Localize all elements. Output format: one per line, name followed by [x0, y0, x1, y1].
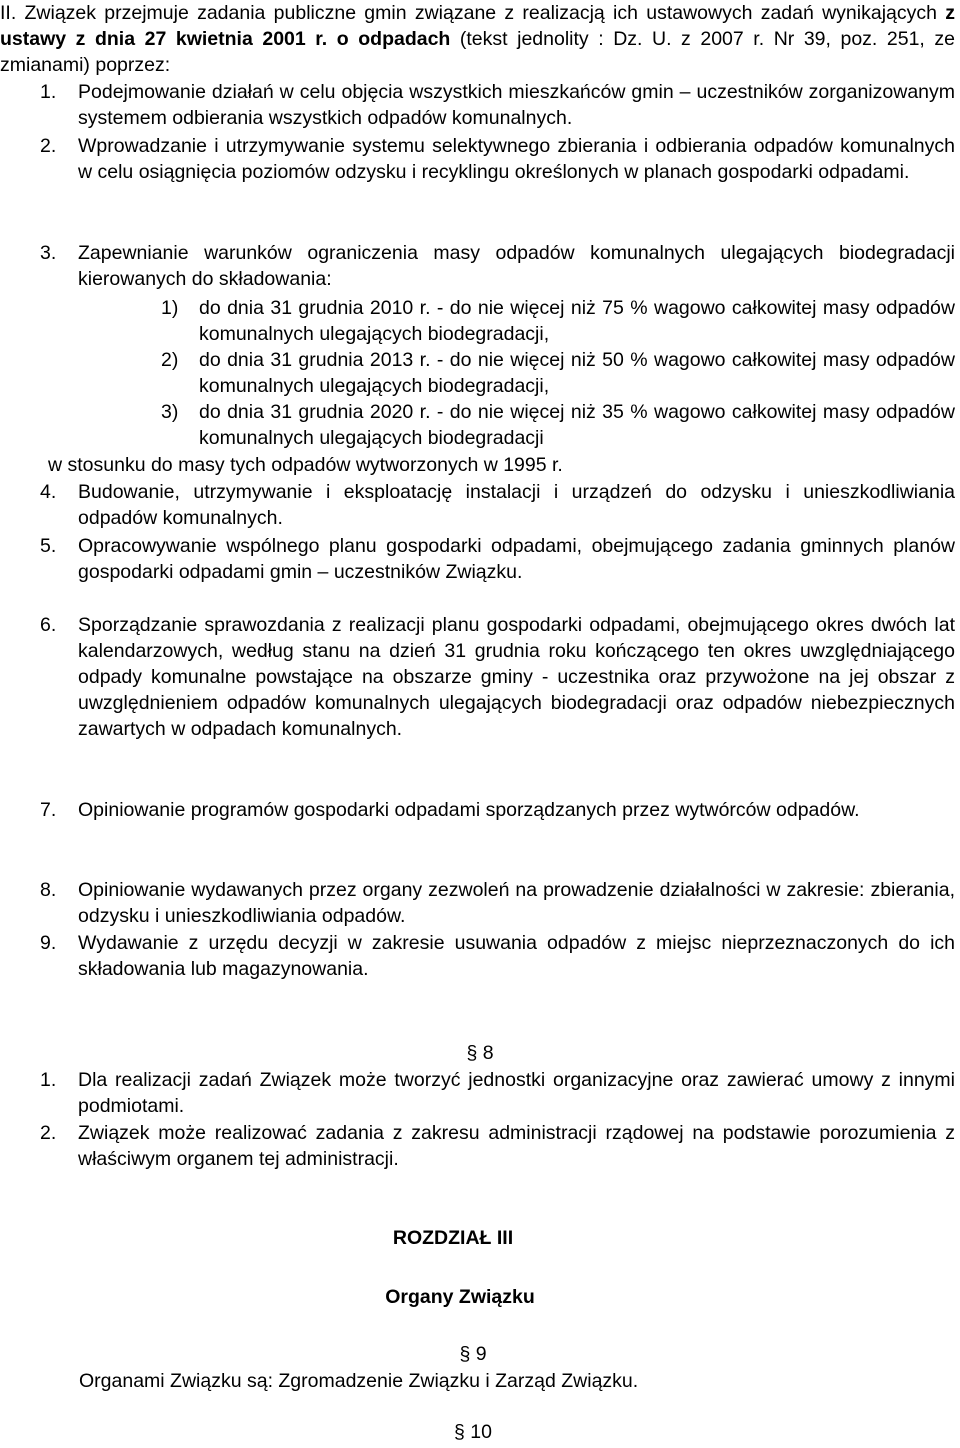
- list-item-text: Opiniowanie wydawanych przez organy zezwoleń na prowadzenie działalności w zakresie: zbierania, odzysku i unieszkodliwiania odpadów.: [78, 879, 955, 927]
- list-item: [40, 612, 955, 742]
- list-item-text: Opiniowanie programów gospodarki odpadami sporządzanych przez wytwórców odpadów.: [78, 799, 860, 821]
- intro-text-3: (tekst jednolity : Dz. U. z 2007 r. Nr 39, poz. 251, ze zmianami) poprzez:: [0, 28, 956, 76]
- list-item: [40, 240, 955, 292]
- section-heading-9: § 9: [459, 1343, 487, 1365]
- sub-list-item-number: 2): [161, 349, 179, 371]
- list-item-number: 2.: [40, 1122, 57, 1144]
- list-item: [40, 79, 955, 131]
- list-item: [40, 479, 955, 531]
- sub-list-item: [161, 347, 955, 399]
- sub-list-item-text: do dnia 31 grudnia 2013 r. - do nie więcej niż 50 % wagowo całkowitej masy odpadów komunalnych ulegających biodegradacji,: [199, 349, 955, 397]
- chapter-subtitle: Organy Związku: [385, 1286, 535, 1308]
- sub-list-item-text: do dnia 31 grudnia 2020 r. - do nie więcej niż 35 % wagowo całkowitej masy odpadów komunalnych ulegających biodegradacji: [199, 401, 955, 449]
- list-item: [40, 1067, 955, 1119]
- list-item-number: 7.: [40, 799, 57, 821]
- list-item-number: 5.: [40, 535, 57, 557]
- sub-list-item-number: 3): [161, 401, 179, 423]
- list-item-number: 3.: [40, 242, 57, 264]
- list-item: [40, 877, 955, 929]
- list-item-number: 4.: [40, 481, 57, 503]
- list-item-number: 6.: [40, 614, 57, 636]
- intro-paragraph: [0, 0, 955, 78]
- list-item: [40, 133, 955, 185]
- sub-list-item: [161, 295, 955, 347]
- list-item-text: Zapewnianie warunków ograniczenia masy odpadów komunalnych ulegających biodegradacji kierowanych do składowania:: [78, 242, 955, 290]
- list-item: [40, 533, 955, 585]
- chapter-title: ROZDZIAŁ III: [392, 1227, 514, 1249]
- list-item-number: 2.: [40, 135, 57, 157]
- sub-list-tail: w stosunku do masy tych odpadów wytworzonych w 1995 r.: [48, 454, 563, 476]
- list-item-text: Wprowadzanie i utrzymywanie systemu selektywnego zbierania i odbierania odpadów komunalnych w celu osiągnięcia poziomów odzysku i recyklingu określonych w planach gospodarki odpadami.: [78, 135, 955, 183]
- section-heading-10: § 10: [454, 1421, 492, 1443]
- sub-list-item: [161, 399, 955, 451]
- list-item-text: Podejmowanie działań w celu objęcia wszystkich mieszkańców gmin – uczestników zorganizowanym systemem odbierania wszystkich odpadów komunalnych.: [78, 81, 955, 129]
- list-item-text: Opracowywanie wspólnego planu gospodarki odpadami, obejmującego zadania gminnych planów gospodarki odpadami gmin – uczestników Związku.: [78, 535, 955, 583]
- section-9-text: Organami Związku są: Zgromadzenie Związku i Zarząd Związku.: [79, 1370, 639, 1392]
- list-item: [40, 930, 955, 982]
- list-item-text: Wydawanie z urzędu decyzji w zakresie usuwania odpadów z miejsc nieprzeznaczonych do ich składowania lub magazynowania.: [78, 932, 955, 980]
- intro-text-bold: z ustawy z dnia 27 kwietnia 2001 r. o odpadach: [0, 2, 955, 50]
- list-item-number: 8.: [40, 879, 57, 901]
- intro-text-1: II. Związek przejmuje zadania publiczne gmin związane z realizacją ich ustawowych zadań wynikających: [0, 2, 946, 24]
- list-item: [40, 797, 955, 823]
- list-item-text: Budowanie, utrzymywanie i eksploatację instalacji i urządzeń do odzysku i unieszkodliwiania odpadów komunalnych.: [78, 481, 955, 529]
- sub-list-item-text: do dnia 31 grudnia 2010 r. - do nie więcej niż 75 % wagowo całkowitej masy odpadów komunalnych ulegających biodegradacji,: [199, 297, 955, 345]
- section-heading-8: § 8: [466, 1042, 494, 1064]
- list-item-text: Dla realizacji zadań Związek może tworzyć jednostki organizacyjne oraz zawierać umowy z innymi podmiotami.: [78, 1069, 955, 1117]
- list-item-number: 1.: [40, 81, 57, 103]
- list-item: [40, 1120, 955, 1172]
- list-item-number: 9.: [40, 932, 57, 954]
- list-item-number: 1.: [40, 1069, 57, 1091]
- list-item-text: Sporządzanie sprawozdania z realizacji planu gospodarki odpadami, obejmującego okres dwóch lat kalendarzowych, według stanu na dzień 31 grudnia roku kończącego ten okres uwzględniającego odpady komunalne powstające na obszarze gminy - uczestnika oraz przywożone na jej obszar z uwzględnieniem odpadów komunalnych ulegających biodegradacji oraz odpadów niebezpiecznych zawartych w odpadach komunalnych.: [78, 614, 955, 740]
- list-item-text: Związek może realizować zadania z zakresu administracji rządowej na podstawie porozumienia z właściwym organem tej administracji.: [78, 1122, 955, 1170]
- sub-list-item-number: 1): [161, 297, 179, 319]
